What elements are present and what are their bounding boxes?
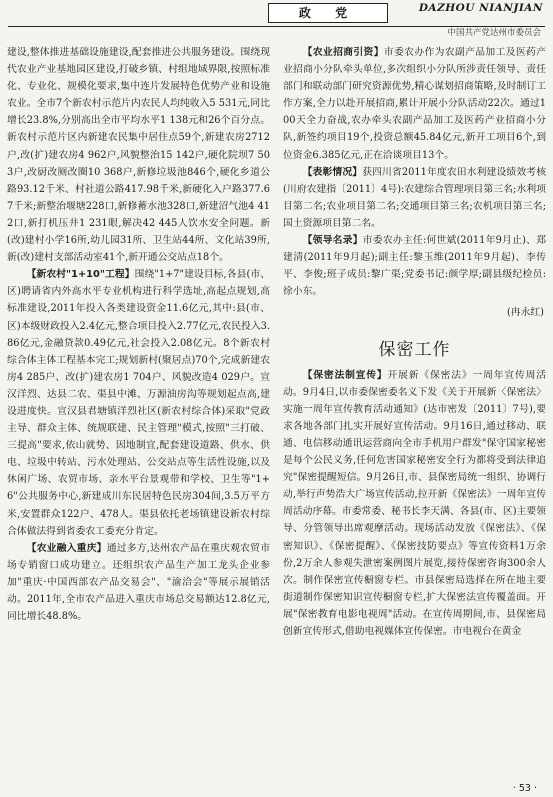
body-secrecy-law: 开展新《保密法》一周年宣传周活动。9月4日,以市委保密委名义下发《关于开展新〈保密法〉实施一周年宣传教育活动通知》(达市密发〔2011〕7号),要求各地各部门扎实开展好宣传活动。9月16日,通过移动、联通、电信移动通讯运营商向全市手机用户群发"保守国家秘密是每个公民义务,任何危害国家秘密安全行为都将受到法律追究"保密提醒短信。9月26日,市、县保密局统一组织、协调行动,举行声势浩大广场宣传活动,拉开新《保密法》一周年宣传周活动序幕。市委常委、秘书长李天满、各县(市、区)主要领导、分管领导出席观摩活动。现场活动发放《保密法》、《保密知识》、《保密提醒》、《保密技防要点》等宣传资料1万余份,2万余人参观失泄密案例图片展览,接待保密咨询300余人次。制作保密宣传橱窗专栏。市县保密局选择在所在地主要街道制作保密知识宣传橱窗专栏,扩大保密法宣传覆盖面。开展"保密教育电影电视周"活动。在宣传周期间,市、县保密局创新宣传形式,借助电视媒体宣传保密。市电视台在黄金 bbox=[283, 369, 547, 637]
paragraph-1-plus-10 bbox=[7, 266, 270, 540]
paragraph-secrecy-law bbox=[283, 367, 546, 641]
header-subtitle: 中国共产党达州市委员会 bbox=[447, 28, 541, 38]
heading-secrecy-law: 【保密法制宣传】 bbox=[302, 369, 388, 381]
paragraph-new-countryside: 建设,整体推进基础设施建设,配套推进公共服务建设。围绕现代农业产业基地园区建设,打破乡镇、村组地域界限,按照标准化、专业化、规模化要求,集中连片发展特色优势产业和设施农业。全市7个新农村示范片内农民人均纯收入5 531元,同比增长23.8%,分别高出全市平均水平1 138元和26个百分点。新农村示范片区内新建农民集中居住点59个,新建农房2712户,改(扩)建农房4 962户,风貌整治15 142户,硬化院坝7 503户,改厨改厕改圈10 368户,新修垃圾池846个,硬化乡道公路93.12千米、村社道公路417.98千米,新硬化入户路377.67千米;新整治堰塘228口,新修蓄水池328口,新建沼气池4 412口,新打机压井1 231眼,解决42 445人饮水安全问题。新(改)建村小学16所,幼儿园31所、卫生站44所、文化站39所,新(改)建村支部活动室41个,新开通公交站点18个。 bbox=[7, 47, 270, 264]
paragraph-investment bbox=[283, 44, 546, 164]
body-leaders: 市委农办主任:何世斌(2011年9月止)、郑建清(2011年9月起);副主任:黎玉维(2011年9月起)、李传平、李俊;班子成员:黎广渠;党委书记:颜学厚;副县级纪检员:徐小东。 bbox=[283, 235, 546, 298]
heading-leaders: 【领导名录】 bbox=[302, 235, 363, 247]
page-header bbox=[0, 0, 553, 38]
yearbook-brand: DAZHOU NIANJIAN bbox=[418, 2, 543, 14]
body-investment: 市委农办作为农副产品加工及医药产业招商小分队牵头单位,多次组织小分队所涉责任领导、责任部门和联动部门研究资源优势,精心谋划招商策略,及时制订工作方案,全力以赴开展招商,累计开展小分队活动22次。通过100天全力奋战,农办牵头农副产品加工及医药产业招商小分队,新签约项目19个,投资总额45.84亿元,新开工项目6个,到位资金6.385亿元,正在洽谈项目13个。 bbox=[283, 47, 547, 161]
author-signature: (冉永红) bbox=[506, 307, 544, 319]
paragraph-leaders bbox=[283, 232, 546, 300]
body-1-plus-10: 围绕"1+7"建设目标,各县(市、区)聘请省内外高水平专业机构进行科学选址,高起点规划,高标准建设,2011年投入各类建设资金11.6亿元,其中:县(市、区)本级财政投入2.4亿元,整合项目投入2.77亿元,农民投入3.86亿元,金融贷款0.49亿元,社会投入2.08亿元。8个新农村综合体主体工程基本完工;规划新村(聚居点)70个,完成新建农房4 285户、改(扩)建农房1 704户、风貌改造4 029户。宣汉洋烈、达县二农、渠县中滩、万源油房沟等规划起点高,建设进度快。宣汉县君塘镇洋烈社区(新农村综合体)采取"党政主导、群众主体、统规联建、民主管理"模式,按照"三打破、三提高"要求,依山就势、因地制宜,配套建设道路、供水、供电、垃圾中转站、污水处理站、公交站点等生活性设施,以及休闲广场、农贸市场、亲水平台景观带和学校、卫生等"1+6"公共服务中心,新建成川东民居特色民房304间,3.5万平方米,安置群众122户、478人。渠县依托老场镇建设新农村综合体做法得到省委农工委充分肯定。 bbox=[7, 269, 271, 537]
section-title: 保密工作 bbox=[378, 339, 451, 360]
left-column bbox=[7, 44, 270, 625]
page-number: · 53 · bbox=[512, 783, 537, 794]
paragraph-chongqing bbox=[7, 540, 270, 625]
heading-awards: 【表彰情况】 bbox=[302, 166, 363, 178]
section-label: 政 党 bbox=[268, 3, 388, 23]
paragraph-awards bbox=[283, 164, 546, 232]
heading-1-plus-10: 【新农村"1+10"工程】 bbox=[26, 269, 135, 281]
right-column bbox=[283, 44, 546, 640]
heading-investment: 【农业招商引资】 bbox=[302, 47, 384, 58]
heading-chongqing: 【农业融入重庆】 bbox=[26, 542, 107, 554]
body-awards: 获四川省2011年度农田水利建设绩效考核(川府农建指〔2011〕4号):农建综合管理项目第三名;水利项目第二名;农业项目第二名;交通项目第三名;农机项目第三名;国土资源项目第二名。 bbox=[283, 166, 547, 229]
body-chongqing: 通过多方,达州农产品在重庆观农贸市场专销窗口成功建立。还组织农产品生产加工龙头企业参加"重庆·中国西部农产品交易会"、"渝洽会"等展示展销活动。2011年,全市农产品进入重庆市场总交易额达12.8亿元,同比增长48.8%。 bbox=[7, 542, 270, 623]
